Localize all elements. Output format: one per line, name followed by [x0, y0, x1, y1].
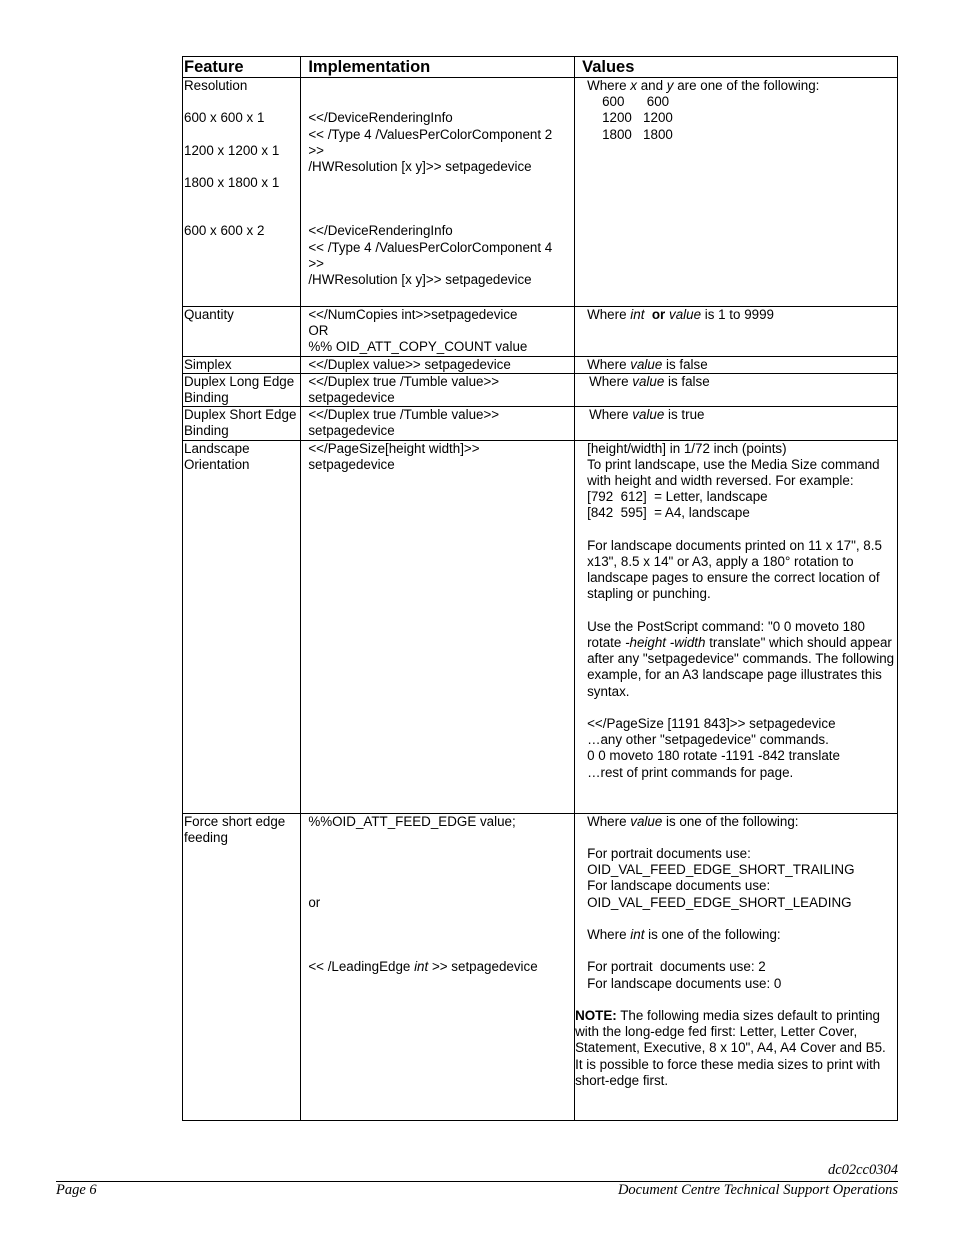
values-text: For portrait documents use: — [587, 846, 751, 862]
code-line: <</NumCopies int>>setpagedevice — [308, 307, 518, 322]
code-line: <</Duplex true /Tumble value>> setpagedevice — [308, 373, 500, 406]
code-line: /HWResolution [x y]>> setpagedevice — [308, 159, 532, 174]
code-line: …any other "setpagedevice" commands. — [587, 732, 829, 748]
resolution-option: 1200 x 1200 x 1 — [184, 142, 280, 158]
code-line: <</PageSize[height width]>> setpagedevice — [308, 440, 480, 472]
values-cell — [575, 373, 898, 406]
code-line: OID_VAL_FEED_EDGE_SHORT_TRAILING — [587, 862, 855, 878]
row-duplex-short-edge — [183, 407, 898, 440]
example-line: [842 595] = A4, landscape — [587, 505, 750, 521]
values-text: Where value is false — [587, 356, 708, 372]
row-simplex — [183, 356, 898, 373]
values-text: Where value is one of the following: — [587, 813, 799, 829]
row-duplex-long-edge — [183, 373, 898, 406]
code-line: or — [308, 894, 321, 910]
implementation-cell — [301, 440, 575, 813]
page-number: Page 6 — [56, 1182, 97, 1198]
feature-cell — [183, 78, 301, 307]
feature-cell — [183, 356, 301, 373]
values-cell — [575, 356, 898, 373]
code-line: …rest of print commands for page. — [587, 764, 794, 780]
values-text: Where x and y are one of the following: — [587, 78, 820, 93]
resolution-option: 600 x 600 x 1 — [184, 110, 265, 126]
resolution-pair: 600 600 — [602, 94, 670, 110]
code-line: <</DeviceRenderingInfo — [308, 223, 453, 239]
document-code: dc02cc0304 — [827, 1162, 898, 1178]
implementation-cell — [301, 356, 575, 373]
resolution-option: 600 x 600 x 2 — [184, 222, 265, 238]
code-line: <</Duplex true /Tumble value>> setpagedevice — [308, 407, 500, 439]
note-label: NOTE: — [575, 1008, 617, 1023]
values-text: For landscape documents printed on 11 x 17", 8.5 x13", 8.5 x 14" or A3, apply a 180° rotation to landscape pages to ensure the correct location of stapling or punching. — [587, 537, 882, 602]
values-text: To print landscape, use the Media Size command with height and width reversed. For example: — [587, 456, 880, 489]
resolution-pair: 1800 1800 — [602, 126, 673, 142]
code-line: <</DeviceRenderingInfo — [308, 110, 453, 126]
values-text: Use the PostScript command: "0 0 moveto 180 rotate -height -width translate" which should appear after any "setpagedevice" commands. The following example, for an A3 landscape page illustrates this syntax. — [587, 618, 895, 699]
values-text: For landscape documents use: — [587, 878, 771, 894]
feature-cell — [183, 813, 301, 1120]
values-cell — [575, 407, 898, 440]
feature-cell — [183, 440, 301, 813]
code-line: <</PageSize [1191 843]>> setpagedevice — [587, 716, 836, 732]
code-line: %%OID_ATT_FEED_EDGE value; — [308, 813, 516, 829]
values-text: Where int or value is 1 to 9999 — [587, 307, 774, 322]
row-force-short-edge-feeding — [183, 813, 898, 1120]
values-text: Where int is one of the following: — [587, 927, 781, 943]
feature-label: Resolution — [184, 78, 248, 93]
feature-table — [182, 56, 898, 1121]
resolution-option: 1800 x 1800 x 1 — [184, 175, 280, 191]
implementation-cell — [301, 307, 575, 357]
example-line: [792 612] = Letter, landscape — [587, 489, 768, 505]
values-cell — [575, 813, 898, 1120]
code-line: >> — [308, 255, 324, 271]
code-line: OR — [308, 323, 329, 339]
values-cell — [575, 78, 898, 307]
feature-cell — [183, 407, 301, 440]
code-line: OID_VAL_FEED_EDGE_SHORT_LEADING — [587, 894, 852, 910]
note-text: NOTE: The following media sizes default to printing with the long-edge fed first: Letter, Letter Cover, Statement, Executive, 8 x 10", A4, A4 Cover and B5. It is possible to force these media sizes to print with short-edge first. — [575, 1008, 886, 1088]
code-line: <</Duplex value>> setpagedevice — [308, 356, 511, 372]
feature-label: Force short edge feeding — [184, 813, 286, 845]
code-line: >> — [308, 142, 324, 158]
implementation-cell — [301, 813, 575, 1120]
values-text: [height/width] in 1/72 inch (points) — [587, 440, 787, 456]
row-landscape-orientation — [183, 440, 898, 813]
table-header-row — [183, 57, 898, 78]
values-text: Where value is false — [589, 373, 710, 389]
code-line: /HWResolution [x y]>> setpagedevice — [308, 272, 532, 287]
implementation-cell — [301, 407, 575, 440]
feature-label: Quantity — [184, 307, 234, 322]
values-text: Where value is true — [589, 407, 705, 423]
feature-label: Simplex — [184, 356, 232, 372]
resolution-pair: 1200 1200 — [602, 110, 673, 126]
implementation-cell — [301, 373, 575, 406]
feature-cell — [183, 307, 301, 357]
values-cell — [575, 440, 898, 813]
code-line: << /LeadingEdge int >> setpagedevice — [308, 959, 538, 975]
feature-label: Duplex Long Edge Binding — [184, 373, 295, 406]
header-values: Values — [575, 57, 898, 78]
feature-label: Duplex Short Edge Binding — [184, 407, 297, 439]
feature-label: Landscape Orientation — [184, 440, 250, 472]
code-line: << /Type 4 /ValuesPerColorComponent 4 — [308, 239, 553, 255]
values-text: For landscape documents use: 0 — [587, 975, 782, 991]
row-quantity — [183, 307, 898, 357]
values-cell — [575, 307, 898, 357]
code-line: %% OID_ATT_COPY_COUNT value — [308, 339, 528, 355]
footer-title: Document Centre Technical Support Operations — [617, 1182, 898, 1198]
code-line: 0 0 moveto 180 rotate -1191 -842 translate — [587, 748, 840, 764]
row-resolution — [183, 78, 898, 307]
implementation-cell — [301, 78, 575, 307]
code-line: << /Type 4 /ValuesPerColorComponent 2 — [308, 126, 553, 142]
header-implementation: Implementation — [301, 57, 575, 78]
feature-cell — [183, 373, 301, 406]
values-text: For portrait documents use: 2 — [587, 959, 766, 975]
header-feature: Feature — [183, 57, 301, 78]
